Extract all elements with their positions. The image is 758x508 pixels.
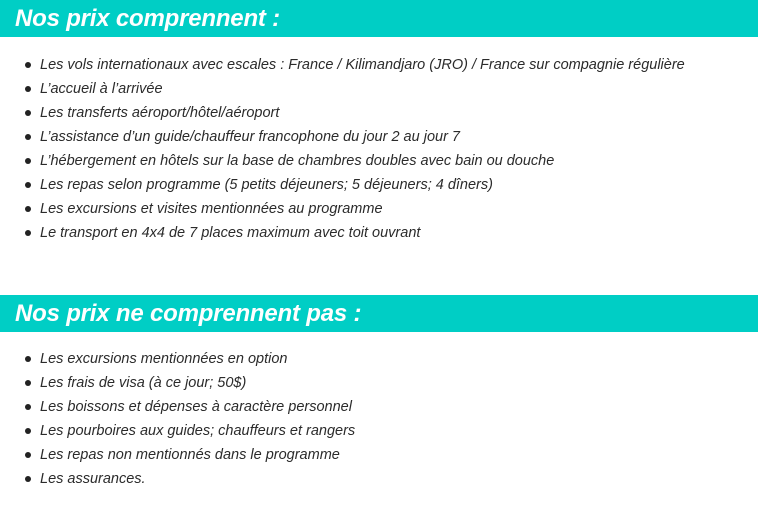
bullet-icon	[25, 428, 31, 434]
included-list	[0, 53, 685, 245]
list-item-text: L’assistance d’un guide/chauffeur francophone du jour 2 au jour 7	[40, 129, 460, 145]
bullet-icon	[25, 230, 31, 236]
list-item	[0, 371, 355, 395]
list-item	[0, 101, 685, 125]
list-item-text: Les pourboires aux guides; chauffeurs et rangers	[40, 423, 356, 439]
list-item	[0, 77, 685, 101]
list-item-text: Les repas selon programme (5 petits déjeuners; 5 déjeuners; 4 dîners)	[40, 177, 493, 193]
bullet-icon	[25, 356, 31, 362]
excluded-list	[0, 347, 355, 491]
bullet-icon	[25, 206, 31, 212]
included-banner	[0, 0, 758, 37]
bullet-icon	[25, 380, 31, 386]
list-item	[0, 173, 685, 197]
list-item	[0, 419, 355, 443]
list-item	[0, 443, 355, 467]
list-item-text: L’accueil à l’arrivée	[40, 81, 163, 97]
list-item	[0, 149, 685, 173]
bullet-icon	[25, 404, 31, 410]
excluded-banner	[0, 295, 758, 332]
list-item	[0, 221, 685, 245]
bullet-icon	[25, 476, 31, 482]
list-item	[0, 53, 685, 77]
list-item-text: Les excursions et visites mentionnées au programme	[40, 201, 383, 217]
bullet-icon	[25, 182, 31, 188]
list-item-text: Le transport en 4x4 de 7 places maximum avec toit ouvrant	[40, 225, 421, 241]
bullet-icon	[25, 134, 31, 140]
excluded-title: Nos prix ne comprennent pas :	[15, 300, 362, 327]
list-item-text: Les repas non mentionnés dans le programme	[40, 447, 340, 463]
included-title: Nos prix comprennent :	[15, 5, 280, 32]
list-item-text: Les transferts aéroport/hôtel/aéroport	[40, 105, 280, 121]
excluded-section	[0, 295, 758, 487]
bullet-icon	[25, 158, 31, 164]
list-item	[0, 125, 685, 149]
bullet-icon	[25, 86, 31, 92]
list-item-text: Les vols internationaux avec escales : France / Kilimandjaro (JRO) / France sur compagnie régulière	[40, 57, 685, 73]
list-item	[0, 197, 685, 221]
bullet-icon	[25, 452, 31, 458]
included-section	[0, 0, 758, 241]
list-item	[0, 395, 355, 419]
list-item-text: Les frais de visa (à ce jour; 50$)	[40, 375, 247, 391]
list-item-text: L’hébergement en hôtels sur la base de chambres doubles avec bain ou douche	[40, 153, 555, 169]
list-item	[0, 467, 355, 491]
bullet-icon	[25, 62, 31, 68]
list-item	[0, 347, 355, 371]
list-item-text: Les assurances.	[40, 471, 146, 487]
bullet-icon	[25, 110, 31, 116]
list-item-text: Les excursions mentionnées en option	[40, 351, 288, 367]
list-item-text: Les boissons et dépenses à caractère personnel	[40, 399, 352, 415]
